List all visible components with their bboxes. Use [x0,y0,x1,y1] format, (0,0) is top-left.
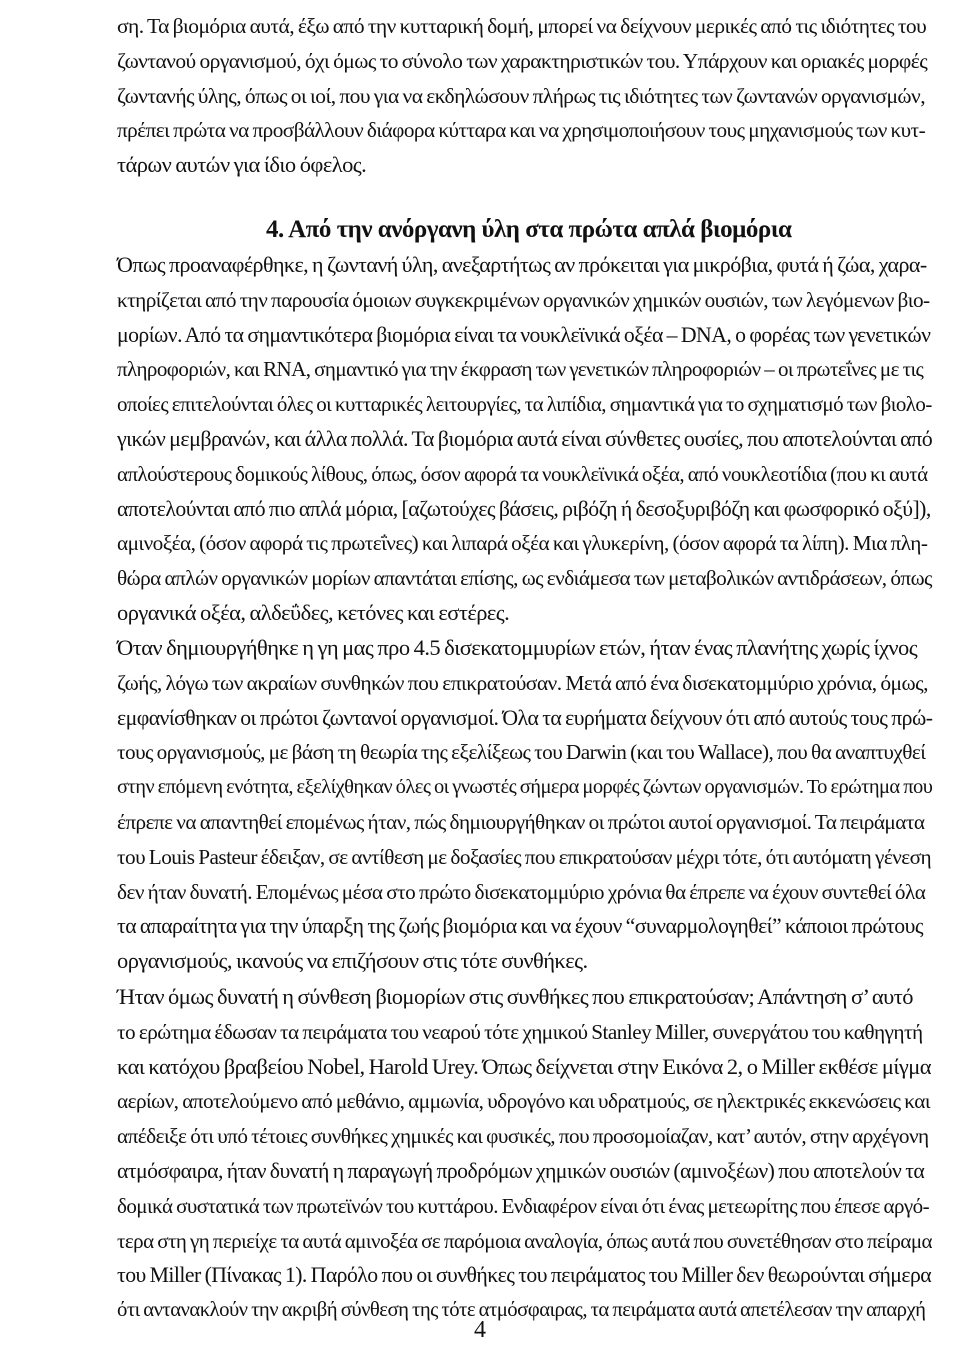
text-line: πληροφοριών, και RNA, σημαντικό για την έκφραση των γενετικών πληροφοριών – οι πρωτεΐνες με τις [117,357,924,382]
text-line: οποίες επιτελούνται όλες οι κυτταρικές λειτουργίες, τα λιπίδια, σημαντικά για το σχηματισμό των βιολο- [117,392,932,417]
text-line: ατμόσφαιρα, ήταν δυνατή η παραγωγή προδρόμων χημικών ουσιών (αμινοξέων) που αποτελούν τα [117,1158,925,1183]
text-line: τάρων αυτών για ίδιο όφελος. [117,152,367,178]
text-line: εμφανίσθηκαν οι πρώτοι ζωντανοί οργανισμοί. Όλα τα ευρήματα δείχνουν ότι από αυτούς τους πρώ- [117,705,933,730]
text-line: του Louis Pasteur έδειξαν, σε αντίθεση με δοξασίες που επικρατούσαν μέχρι τότε, ότι αυτόματη γένεση [117,844,932,869]
paragraph-2 [117,248,932,631]
text-line: στην επόμενη ενότητα, εξελίχθηκαν όλες οι γνωστές σήμερα μορφές ζώντων οργανισμών. Το ερώτημα που [117,776,933,799]
text-line: ζωντανής ύλης, όπως οι ιοί, που για να εκδηλώσουν πλήρως τις ιδιότητες των ζωντανών οργανισμών, [117,83,926,108]
text-line: Ήταν όμως δυνατή η σύνθεση βιομορίων στις συνθήκες που επικρατούσαν; Απάντηση σ’ αυτό [117,984,913,1009]
paragraph-1 [117,9,932,183]
text-line: τα απαραίτητα για την ύπαρξη της ζωής βιομόρια και να έχουν “συναρμολογηθεί” κάποιοι πρώτους [117,914,923,939]
text-line: του Miller (Πίνακας 1). Παρόλο που οι συνθήκες του πειράματος του Miller δεν θεωρούνται σήμερα [117,1263,932,1288]
text-line: ότι αντανακλούν την ακριβή σύνθεση της τότε ατμόσφαιρας, τα πειράματα αυτά απετέλεσαν την απαρχή [117,1299,926,1322]
text-line: ση. Τα βιομόρια αυτά, έξω από την κυτταρική δομή, μπορεί να δείχνουν μερικές από τις ιδιότητες του [117,14,927,38]
text-line: αποτελούνται από πιο απλά μόρια, [αζωτούχες βάσεις, ριβόζη ή δεσοξυριβόζη και φωσφορικό οξύ]), [117,496,931,521]
text-line: και κατόχου βραβείου Nobel, Harold Urey. Όπως δείχνεται στην Εικόνα 2, ο Miller εκθέσε μίγμα [117,1053,932,1079]
text-line: θώρα απλών οργανικών μορίων απαντάται επίσης, ως ενδιάμεσα των μεταβολικών αντιδράσεων, όπως [117,566,932,591]
text-line: κτηρίζεται από την παρουσία όμοιων συγκεκριμένων οργανικών χημικών ουσιών, των λεγόμενων βιο- [117,287,930,312]
text-line: το ερώτημα έδωσαν τα πειράματα του νεαρού τότε χημικού Stanley Miller, συνεργάτου του καθηγητή [117,1019,923,1044]
text-line: γικών μεμβρανών, και άλλα πολλά. Τα βιομόρια αυτά είναι σύνθετες ουσίες, που αποτελούνται από [117,425,933,451]
text-line: οργανικά οξέα, αλδεΰδες, κετόνες και εστέρες. [117,599,510,625]
page-number: 4 [474,1317,486,1343]
text-line: Όπως προαναφέρθηκε, η ζωντανή ύλη, ανεξαρτήτως αν πρόκειται για μικρόβια, φυτά ή ζώα, χαρα- [117,252,927,277]
text-line: τους οργανισμούς, με βάση τη θεωρία της εξελίξεως του Darwin (και του Wallace), που θα αναπτυχθεί [117,740,926,765]
text-line: ζωντανού οργανισμού, όχι όμως το σύνολο των χαρακτηριστικών του. Υπάρχουν και οριακές μορφές [117,48,928,73]
paragraph-4 [117,980,932,1328]
text-line: απλούστερους δομικούς λίθους, όπως, όσον αφορά τα νουκλεϊνικά οξέα, από νουκλεοτίδια (που κι αυτά [117,461,928,486]
text-line: Όταν δημιουργήθηκε η γη μας προ 4.5 δισεκατομμυρίων ετών, ήταν ένας πλανήτης χωρίς ίχνος [117,635,918,660]
text-line: απέδειξε ότι υπό τέτοιες συνθήκες χημικές και φυσικές, που προσομοίαζαν, κατ’ αυτόν, στην αρχέγονη [117,1124,929,1149]
section-heading: 4. Από την ανόργανη ύλη στα πρώτα απλά βιομόρια [266,216,792,243]
text-line: αμινοξέα, (όσον αφορά τις πρωτεΐνες) και λιπαρά οξέα και γλυκερίνη, (όσον αφορά τα λίπη). Μια πλη- [117,531,928,556]
text-line: δομικά συστατικά των πρωτεϊνών του κυττάρου. Ενδιαφέρον είναι ότι ένας μετεωρίτης που έπεσε αργό- [117,1193,930,1218]
text-line: μορίων. Από τα σημαντικότερα βιομόρια είναι τα νουκλεϊνικά οξέα – DNA, ο φορέας των γενετικών [117,322,931,347]
paragraph-3 [117,631,932,979]
text-line: οργανισμούς, ικανούς να επιζήσουν στις τότε συνθήκες. [117,948,588,974]
text-line: ζωής, λόγω των ακραίων συνθηκών που επικρατούσαν. Μετά από ένα δισεκατομμύριο χρόνια, όμως, [117,670,928,695]
text-line: δεν ήταν δυνατή. Επομένως μέσα στο πρώτο δισεκατομμύριο χρόνια θα έπρεπε να έχουν συντεθεί όλα [117,879,926,904]
text-line: έπρεπε να απαντηθεί επομένως ήταν, πώς δημιουργήθηκαν οι πρώτοι αυτοί οργανισμοί. Τα πειράματα [117,809,925,834]
text-line: αερίων, αποτελούμενο από μεθάνιο, αμμωνία, υδρογόνο και υδρατμούς, σε ηλεκτρικές εκκενώσεις και [117,1089,931,1114]
text-line: πρέπει πρώτα να προσβάλλουν διάφορα κύτταρα και να χρησιμοποιήσουν τους μηχανισμούς των κυτ- [117,118,926,143]
text-line: τερα στη γη περιείχε τα αυτά αμινοξέα σε παρόμοια αναλογία, όπως αυτά που συνετέθησαν στο πείραμα [117,1228,932,1253]
